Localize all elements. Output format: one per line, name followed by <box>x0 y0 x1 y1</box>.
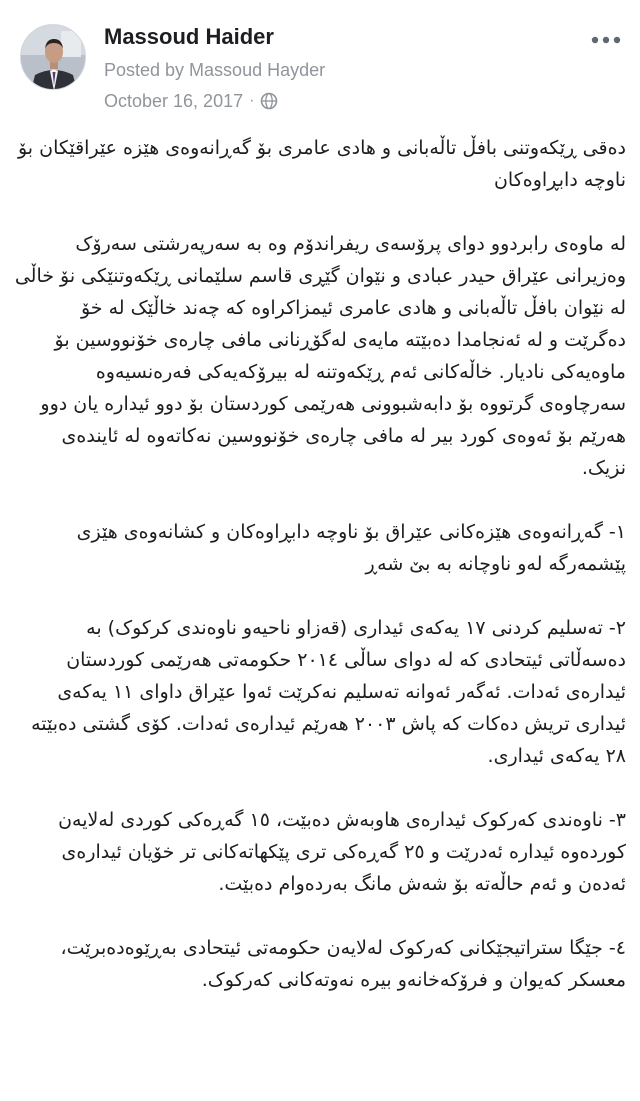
more-options-button[interactable] <box>584 28 628 52</box>
post-intro-paragraph: لە ماوەی رابردوو دوای پرۆسەی ریفراندۆم وە بە سەرپەرشتی سەرۆک وەزیرانی عێراق حیدر عبادی و نێوان گێڕی قاسم سلێمانی ڕێکەوتنێکی نۆ خاڵی لە نێوان بافڵ تاڵەبانی و هادی عامری ئیمزاکراوە کە چەند خاڵێک لە خۆ دەگرێت و لە ئەنجامدا دەبێتە مایەی لەگۆڕنانی مافی چارەی خۆنووسین بۆ ماوەیەکی نادیار. خاڵەکانی ئەم ڕێکەوتنە لە بیرۆکەیەکی فەرەنسیەوە سەرچاوەی گرتووە بۆ دابەشبوونی هەرێمی کوردستان بۆ دوو ئیدارە یان دوو هەرێم بۆ ئەوەی کورد بیر لە مافی چارەی خۆنووسین نەکاتەوە لە ئایندەی نزیک. <box>14 233 626 479</box>
post-meta <box>104 90 278 112</box>
post-headline: دەقی ڕێکەوتنی بافڵ تاڵەبانی و هادی عامری بۆ گەڕانەوەی هێزە عێراقێکان بۆ ناوچە دابڕاوەکان <box>17 137 626 191</box>
meta-separator: · <box>249 92 255 109</box>
agreement-point-3: ٣- ناوەندی کەرکوک ئیدارەی هاوبەش دەبێت، ١٥ گەڕەکی کوردی لەلایەن کوردەوە ئیدارە ئەدرێت و ٢٥ گەڕەکی تری پێکهاتەکانی تر خۆیان ئیدارەی ئەدەن و ئەم حاڵەتە بۆ شەش مانگ بەردەوام دەبێت. <box>58 809 626 895</box>
more-options-icon <box>591 36 621 44</box>
post-date[interactable]: October 16, 2017 <box>104 90 244 111</box>
author-name[interactable]: Massoud Haider <box>104 24 274 49</box>
post-body <box>14 132 626 1094</box>
avatar-photo <box>21 25 86 90</box>
globe-icon[interactable] <box>260 92 278 110</box>
agreement-point-4: ٤- جێگا ستراتیجێکانی کەرکوک لەلایەن حکومەتی ئیتحادی بەڕێوەدەبرێت، معسکر کەیوان و فرۆکەخانەو بیرە نەوتەکانی کەرکوک. <box>60 937 626 991</box>
post-header <box>0 0 640 120</box>
posted-by-label[interactable]: Posted by Massoud Hayder <box>104 60 326 80</box>
avatar[interactable] <box>20 24 86 90</box>
agreement-point-1: ١- گەڕانەوەی هێزەکانی عێراق بۆ ناوچە دابڕاوەکان و کشانەوەی هێزی پێشمەرگە لەو ناوچانە بە بێ شەڕ <box>76 521 626 575</box>
agreement-point-2: ٢- تەسلیم کردنی ١٧ یەکەی ئیداری (قەزاو ناحیەو ناوەندی کرکوک) بە دەسەڵاتی ئیتحادی کە لە دوای ساڵی ٢٠١٤ حکومەتی هەرێمی کوردستان ئیدارەی ئەدات. ئەگەر ئەوانە تەسلیم نەکرێت ئەوا عێراق داوای ١١ یەکەی ئیداری تریش دەکات کە پاش ٢٠٠٣ هەرێم ئیدارەی ئەدات. کۆی گشتی دەبێتە ٢٨ یەکەی ئیداری. <box>31 617 626 767</box>
